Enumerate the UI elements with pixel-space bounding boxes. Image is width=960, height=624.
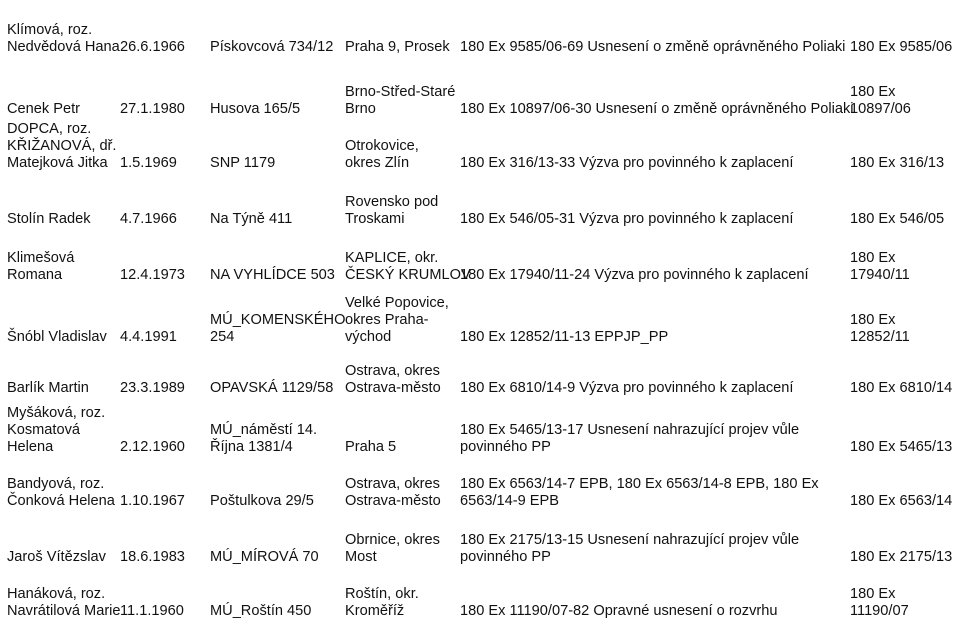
- record-ref-line: 17940/11: [850, 267, 910, 283]
- record-name-line: Cenek Petr: [7, 101, 81, 117]
- record-city-line: Otrokovice,: [345, 138, 419, 154]
- record-address: [210, 422, 317, 456]
- record-city-line: Ostrava-město: [345, 493, 441, 509]
- record-city-line: Ostrava, okres: [345, 476, 440, 492]
- record-address-line: 254: [210, 329, 235, 345]
- record-address-line: Husova 165/5: [210, 101, 301, 117]
- record-address: [210, 380, 333, 397]
- record-ref-line: 180 Ex 6563/14: [850, 493, 953, 509]
- record-name: [7, 22, 120, 56]
- record-name-line: Klimešová: [7, 250, 75, 266]
- record-ref: [850, 586, 909, 620]
- record-address: [210, 101, 300, 118]
- record-name: [7, 250, 74, 284]
- record-dob-line: 11.1.1960: [120, 603, 184, 619]
- record-city: [345, 295, 449, 346]
- record-case-line: povinného PP: [460, 439, 551, 455]
- record-name-line: Jaroš Vítězslav: [7, 549, 106, 565]
- record-address-line: NA VYHLÍDCE 503: [210, 267, 335, 283]
- record-ref-line: 180 Ex 9585/06: [850, 39, 953, 55]
- record-city-line: ČESKÝ KRUMLOV: [345, 267, 471, 283]
- record-name-line: Nedvědová Hana: [7, 39, 120, 55]
- record-case-line: 180 Ex 11190/07-82 Opravné usnesení o rozvrhu: [460, 603, 778, 619]
- record-dob-line: 1.10.1967: [120, 493, 185, 509]
- record-name-line: Matejková Jitka: [7, 155, 108, 171]
- record-name-line: Hanáková, roz.: [7, 586, 106, 602]
- record-dob-line: 4.4.1991: [120, 329, 177, 345]
- record-name-line: Čonková Helena: [7, 493, 115, 509]
- record-ref-line: 180 Ex: [850, 250, 896, 266]
- record-city: [345, 476, 441, 510]
- record-ref-line: 180 Ex: [850, 312, 896, 328]
- record-ref: [850, 250, 910, 284]
- record-dob-line: 23.3.1989: [120, 380, 185, 396]
- record-city-line: Velké Popovice,: [345, 295, 449, 311]
- record-name-line: Kosmatová: [7, 422, 81, 438]
- record-dob: [120, 439, 185, 456]
- record-name: [7, 380, 89, 397]
- record-case: [460, 211, 793, 228]
- record-dob-line: 2.12.1960: [120, 439, 185, 455]
- record-name: [7, 476, 115, 510]
- record-ref: [850, 493, 952, 510]
- record-name: [7, 405, 105, 456]
- record-address: [210, 493, 314, 510]
- record-address: [210, 312, 345, 346]
- record-case-line: 180 Ex 5465/13-17 Usnesení nahrazující projev vůle: [460, 422, 800, 438]
- record-ref-line: 180 Ex 5465/13: [850, 439, 953, 455]
- record-ref-line: 10897/06: [850, 101, 911, 117]
- record-address-line: MÚ_Roštín 450: [210, 603, 312, 619]
- record-ref-line: 180 Ex 316/13: [850, 155, 945, 171]
- record-dob-line: 18.6.1983: [120, 549, 185, 565]
- record-ref: [850, 549, 952, 566]
- record-case: [460, 422, 799, 456]
- record-case: [460, 603, 778, 620]
- record-city-line: Praha 9, Prosek: [345, 39, 450, 55]
- record-city-line: Kroměříž: [345, 603, 405, 619]
- record-dob: [120, 493, 185, 510]
- record-case: [460, 329, 668, 346]
- record-address-line: Pískovcová 734/12: [210, 39, 334, 55]
- record-case: [460, 101, 854, 118]
- record-address: [210, 603, 311, 620]
- record-case-line: 180 Ex 6810/14-9 Výzva pro povinného k zaplacení: [460, 380, 794, 396]
- record-dob: [120, 211, 177, 228]
- record-name: [7, 121, 116, 172]
- record-dob-line: 26.6.1966: [120, 39, 185, 55]
- record-ref-line: 180 Ex: [850, 586, 896, 602]
- record-case: [460, 532, 799, 566]
- record-case: [460, 476, 819, 510]
- record-city-line: KAPLICE, okr.: [345, 250, 439, 266]
- record-ref: [850, 39, 952, 56]
- record-case-line: 6563/14-9 EPB: [460, 493, 559, 509]
- record-dob: [120, 329, 177, 346]
- record-address: [210, 39, 333, 56]
- record-ref: [850, 380, 952, 397]
- record-name-line: Bandyová, roz.: [7, 476, 105, 492]
- record-name-line: Helena: [7, 439, 54, 455]
- record-address-line: SNP 1179: [210, 155, 276, 171]
- record-case-line: 180 Ex 9585/06-69 Usnesení o změně oprávněného Poliaki: [460, 39, 846, 55]
- record-ref: [850, 211, 944, 228]
- record-ref: [850, 312, 910, 346]
- record-dob-line: 4.7.1966: [120, 211, 177, 227]
- record-name-line: Navrátilová Marie: [7, 603, 121, 619]
- record-case-line: 180 Ex 17940/11-24 Výzva pro povinného k zaplacení: [460, 267, 809, 283]
- record-city: [345, 363, 441, 397]
- record-name-line: Barlík Martin: [7, 380, 89, 396]
- record-city: [345, 138, 419, 172]
- record-case-line: 180 Ex 546/05-31 Výzva pro povinného k zaplacení: [460, 211, 794, 227]
- record-city-line: Brno: [345, 101, 376, 117]
- record-ref: [850, 439, 952, 456]
- record-case-line: 180 Ex 2175/13-15 Usnesení nahrazující projev vůle: [460, 532, 800, 548]
- record-ref: [850, 84, 911, 118]
- record-address: [210, 267, 335, 284]
- record-city-line: Praha 5: [345, 439, 397, 455]
- record-dob: [120, 603, 184, 620]
- record-ref-line: 11190/07: [850, 603, 909, 619]
- record-ref-line: 180 Ex: [850, 84, 896, 100]
- record-name-line: Stolín Radek: [7, 211, 91, 227]
- record-name: [7, 586, 121, 620]
- record-address-line: Října 1381/4: [210, 439, 293, 455]
- record-address-line: OPAVSKÁ 1129/58: [210, 380, 334, 396]
- record-dob: [120, 39, 185, 56]
- record-dob-line: 12.4.1973: [120, 267, 185, 283]
- record-city-line: okres Zlín: [345, 155, 410, 171]
- record-case: [460, 39, 845, 56]
- record-ref-line: 180 Ex 6810/14: [850, 380, 953, 396]
- record-dob: [120, 101, 185, 118]
- record-city-line: Most: [345, 549, 377, 565]
- record-case: [460, 155, 793, 172]
- record-dob-line: 27.1.1980: [120, 101, 185, 117]
- record-city: [345, 84, 455, 118]
- record-city: [345, 532, 440, 566]
- record-name-line: DOPCA, roz.: [7, 121, 92, 137]
- record-city-line: Brno-Střed-Staré: [345, 84, 456, 100]
- record-ref: [850, 155, 944, 172]
- record-name-line: KŘIŽANOVÁ, dř.: [7, 138, 117, 154]
- record-address: [210, 155, 275, 172]
- record-city: [345, 439, 396, 456]
- record-name-line: Myšáková, roz.: [7, 405, 106, 421]
- record-case-line: povinného PP: [460, 549, 551, 565]
- record-address-line: MÚ_náměstí 14.: [210, 422, 318, 438]
- record-city-line: Rovensko pod: [345, 194, 439, 210]
- record-address-line: Poštulkova 29/5: [210, 493, 314, 509]
- record-name: [7, 211, 91, 228]
- record-city: [345, 250, 471, 284]
- record-city-line: Troskami: [345, 211, 405, 227]
- record-city-line: východ: [345, 329, 392, 345]
- record-ref-line: 12852/11: [850, 329, 910, 345]
- record-dob-line: 1.5.1969: [120, 155, 177, 171]
- record-case: [460, 380, 793, 397]
- record-address: [210, 211, 292, 228]
- record-address-line: MÚ_MÍROVÁ 70: [210, 549, 319, 565]
- record-case-line: 180 Ex 316/13-33 Výzva pro povinného k zaplacení: [460, 155, 794, 171]
- record-dob: [120, 267, 185, 284]
- record-city: [345, 586, 419, 620]
- record-dob: [120, 380, 185, 397]
- record-city-line: Ostrava, okres: [345, 363, 440, 379]
- record-dob: [120, 155, 177, 172]
- record-name: [7, 549, 106, 566]
- record-ref-line: 180 Ex 546/05: [850, 211, 945, 227]
- record-city-line: Ostrava-město: [345, 380, 441, 396]
- record-name: [7, 101, 80, 118]
- record-name-line: Klímová, roz.: [7, 22, 93, 38]
- record-name: [7, 329, 107, 346]
- record-case-line: 180 Ex 10897/06-30 Usnesení o změně oprávněného Poliaki: [460, 101, 854, 117]
- record-name-line: Romana: [7, 267, 63, 283]
- record-address-line: MÚ_KOMENSKÉHO: [210, 312, 346, 328]
- record-case-line: 180 Ex 6563/14-7 EPB, 180 Ex 6563/14-8 EPB, 180 Ex: [460, 476, 819, 492]
- record-case-line: 180 Ex 12852/11-13 EPPJP_PP: [460, 329, 669, 345]
- record-city-line: okres Praha-: [345, 312, 429, 328]
- record-case: [460, 267, 809, 284]
- record-address-line: Na Týně 411: [210, 211, 293, 227]
- record-city: [345, 194, 438, 228]
- record-city-line: Obrnice, okres: [345, 532, 440, 548]
- record-city-line: Roštín, okr.: [345, 586, 419, 602]
- record-city: [345, 39, 450, 56]
- record-address: [210, 549, 319, 566]
- record-name-line: Šnóbl Vladislav: [7, 329, 107, 345]
- record-ref-line: 180 Ex 2175/13: [850, 549, 953, 565]
- record-dob: [120, 549, 185, 566]
